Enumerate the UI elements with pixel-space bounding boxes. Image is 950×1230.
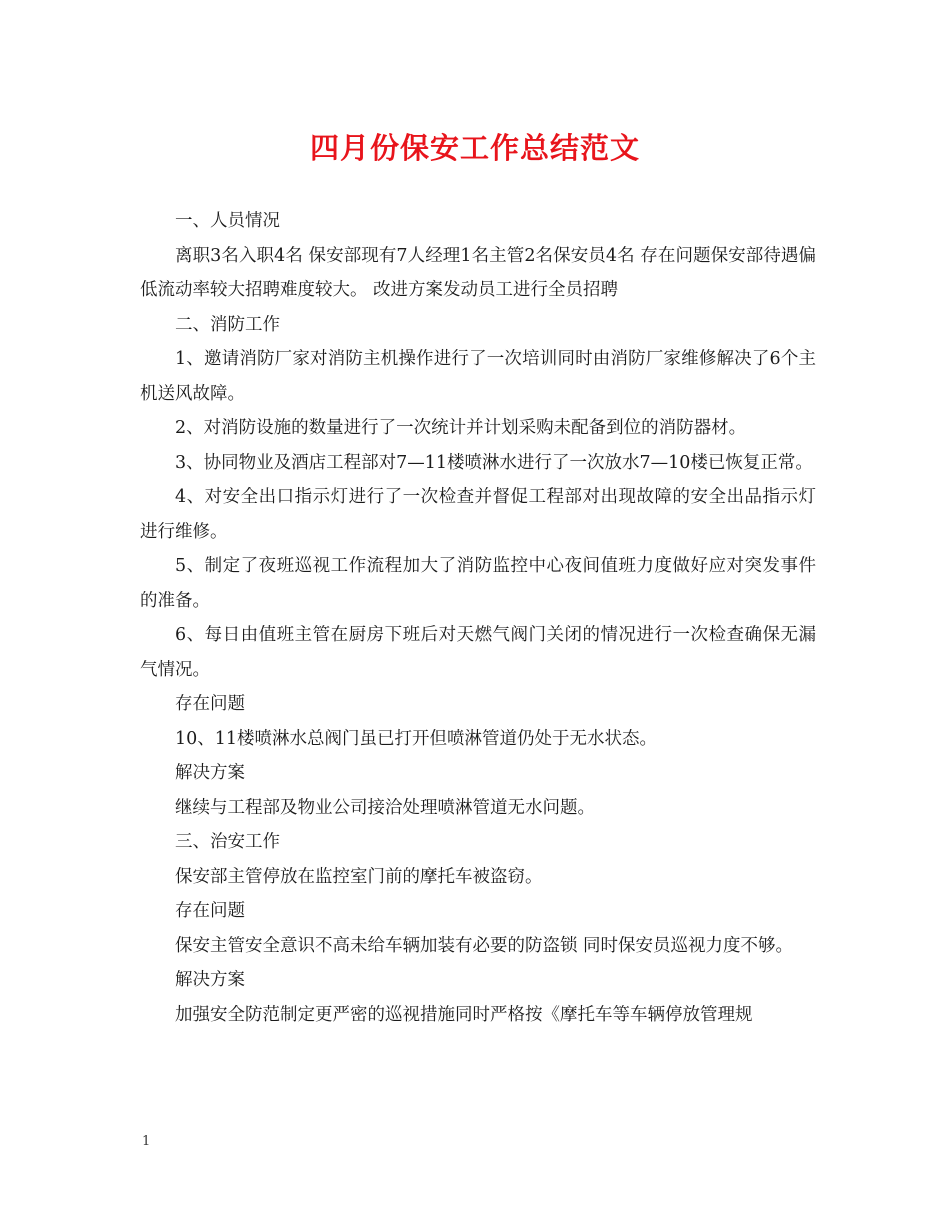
subheading-solution-security: 解决方案	[175, 970, 245, 990]
paragraph-problems-fire: 10、11楼喷淋水总阀门虽已打开但喷淋管道仍处于无水状态。	[175, 728, 658, 749]
document-title: 四月份保安工作总结范文	[309, 131, 640, 165]
paragraph-personnel: 离职3名入职4名 保安部现有7人经理1名主管2名保安员4名 存在问题保安部待遇偏低流动率较大招聘难度较大。 改进方案发动员工进行全员招聘	[140, 245, 816, 300]
paragraph-fire-1: 1、邀请消防厂家对消防主机操作进行了一次培训同时由消防厂家维修解决了6个主机送风故障。	[140, 349, 816, 404]
section-heading-personnel: 一、人员情况	[175, 211, 280, 231]
document-body	[140, 204, 816, 1032]
paragraph-fire-6: 6、每日由值班主管在厨房下班后对天燃气阀门关闭的情况进行一次检查确保无漏气情况。	[140, 625, 816, 680]
section-heading-fire: 二、消防工作	[175, 314, 280, 335]
paragraph-fire-2: 2、对消防设施的数量进行了一次统计并计划采购未配备到位的消防器材。	[175, 418, 747, 438]
paragraph-fire-3: 3、协同物业及酒店工程部对7—11楼喷淋水进行了一次放水7—10楼已恢复正常。	[175, 452, 813, 473]
subheading-problems-security: 存在问题	[175, 901, 245, 921]
section-heading-security: 三、治安工作	[175, 832, 280, 852]
paragraph-fire-4: 4、对安全出口指示灯进行了一次检查并督促工程部对出现故障的安全出品指示灯进行维修。	[140, 487, 816, 542]
paragraph-problems-security: 保安主管安全意识不高未给车辆加装有必要的防盗锁 同时保安员巡视力度不够。	[175, 935, 794, 956]
paragraph-fire-5: 5、制定了夜班巡视工作流程加大了消防监控中心夜间值班力度做好应对突发事件的准备。	[140, 556, 816, 611]
paragraph-security: 保安部主管停放在监控室门前的摩托车被盗窃。	[175, 866, 543, 887]
paragraph-solution-fire: 继续与工程部及物业公司接洽处理喷淋管道无水问题。	[175, 797, 595, 818]
page-number: 1	[142, 1134, 151, 1149]
subheading-solution-fire: 解决方案	[175, 763, 245, 783]
paragraph-solution-security: 加强安全防范制定更严密的巡视措施同时严格按《摩托车等车辆停放管理规	[175, 1004, 753, 1025]
subheading-problems-fire: 存在问题	[175, 694, 245, 714]
